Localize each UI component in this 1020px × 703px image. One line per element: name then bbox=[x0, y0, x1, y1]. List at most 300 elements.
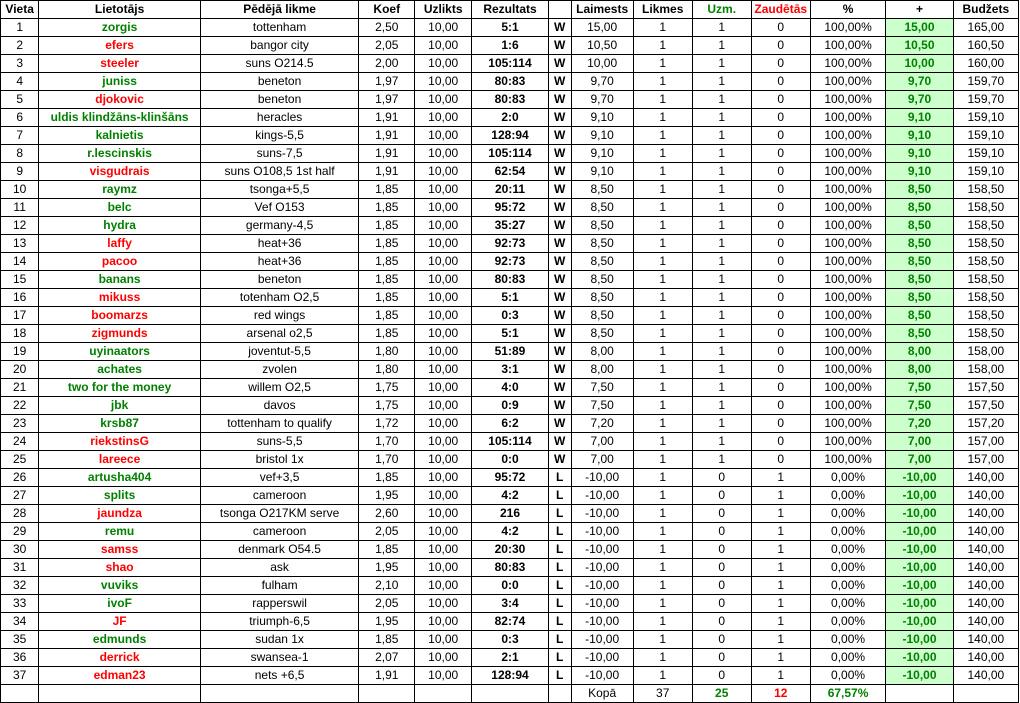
losses-cell: 0 bbox=[751, 73, 810, 91]
last-bet-cell: rapperswil bbox=[200, 595, 358, 613]
coef-cell: 2,10 bbox=[359, 577, 415, 595]
last-bet-cell: vef+3,5 bbox=[200, 469, 358, 487]
percent-cell: 100,00% bbox=[810, 109, 886, 127]
bets-cell: 1 bbox=[633, 253, 692, 271]
budget-cell: 159,70 bbox=[953, 91, 1018, 109]
plus-cell: 9,10 bbox=[886, 109, 953, 127]
bets-cell: 1 bbox=[633, 397, 692, 415]
table-row bbox=[1, 163, 1019, 181]
table-row bbox=[1, 505, 1019, 523]
last-bet-cell: heracles bbox=[200, 109, 358, 127]
bets-cell: 1 bbox=[633, 415, 692, 433]
result-cell: 80:83 bbox=[472, 91, 549, 109]
budget-cell: 158,50 bbox=[953, 271, 1018, 289]
plus-cell: -10,00 bbox=[886, 541, 953, 559]
winnings-cell: 10,50 bbox=[571, 37, 633, 55]
wins-cell: 0 bbox=[692, 487, 751, 505]
result-cell: 105:114 bbox=[472, 55, 549, 73]
outcome-cell: L bbox=[548, 505, 571, 523]
bets-cell: 1 bbox=[633, 361, 692, 379]
coef-cell: 1,91 bbox=[359, 127, 415, 145]
winnings-cell: 8,50 bbox=[571, 289, 633, 307]
winnings-cell: 8,50 bbox=[571, 199, 633, 217]
budget-cell: 158,50 bbox=[953, 253, 1018, 271]
percent-cell: 0,00% bbox=[810, 541, 886, 559]
losses-cell: 0 bbox=[751, 397, 810, 415]
result-cell: 95:72 bbox=[472, 199, 549, 217]
result-cell: 128:94 bbox=[472, 127, 549, 145]
stake-cell: 10,00 bbox=[415, 451, 472, 469]
last-bet-cell: cameroon bbox=[200, 523, 358, 541]
plus-cell: -10,00 bbox=[886, 487, 953, 505]
user-cell: achates bbox=[39, 361, 201, 379]
result-cell: 0:3 bbox=[472, 631, 549, 649]
user-cell: derrick bbox=[39, 649, 201, 667]
plus-cell: 7,50 bbox=[886, 397, 953, 415]
footer-empty bbox=[1, 685, 39, 703]
winnings-cell: -10,00 bbox=[571, 613, 633, 631]
rank-cell: 12 bbox=[1, 217, 39, 235]
wins-cell: 1 bbox=[692, 55, 751, 73]
last-bet-cell: kings-5,5 bbox=[200, 127, 358, 145]
percent-cell: 100,00% bbox=[810, 253, 886, 271]
user-cell: two for the money bbox=[39, 379, 201, 397]
rank-cell: 33 bbox=[1, 595, 39, 613]
outcome-cell: W bbox=[548, 271, 571, 289]
losses-cell: 1 bbox=[751, 595, 810, 613]
coef-cell: 1,85 bbox=[359, 469, 415, 487]
percent-cell: 100,00% bbox=[810, 361, 886, 379]
bets-cell: 1 bbox=[633, 325, 692, 343]
losses-cell: 0 bbox=[751, 289, 810, 307]
percent-cell: 100,00% bbox=[810, 37, 886, 55]
outcome-cell: W bbox=[548, 343, 571, 361]
losses-cell: 1 bbox=[751, 487, 810, 505]
outcome-cell: L bbox=[548, 487, 571, 505]
outcome-cell: L bbox=[548, 613, 571, 631]
plus-cell: 8,50 bbox=[886, 289, 953, 307]
winnings-cell: 7,00 bbox=[571, 433, 633, 451]
rank-cell: 36 bbox=[1, 649, 39, 667]
table-row bbox=[1, 73, 1019, 91]
winnings-cell: 7,50 bbox=[571, 379, 633, 397]
stake-cell: 10,00 bbox=[415, 271, 472, 289]
coef-cell: 1,85 bbox=[359, 307, 415, 325]
budget-cell: 159,10 bbox=[953, 109, 1018, 127]
coef-cell: 1,85 bbox=[359, 181, 415, 199]
winnings-cell: 8,50 bbox=[571, 325, 633, 343]
outcome-cell: W bbox=[548, 415, 571, 433]
budget-cell: 158,50 bbox=[953, 181, 1018, 199]
result-cell: 216 bbox=[472, 505, 549, 523]
user-cell: jbk bbox=[39, 397, 201, 415]
budget-cell: 160,50 bbox=[953, 37, 1018, 55]
wins-cell: 1 bbox=[692, 451, 751, 469]
plus-cell: 7,50 bbox=[886, 379, 953, 397]
plus-cell: 8,50 bbox=[886, 181, 953, 199]
stake-cell: 10,00 bbox=[415, 379, 472, 397]
winnings-cell: 9,10 bbox=[571, 109, 633, 127]
budget-cell: 157,00 bbox=[953, 451, 1018, 469]
outcome-cell: L bbox=[548, 469, 571, 487]
plus-cell: 8,50 bbox=[886, 307, 953, 325]
header-zaudetas: Zaudētās bbox=[751, 1, 810, 19]
percent-cell: 100,00% bbox=[810, 235, 886, 253]
footer-empty bbox=[886, 685, 953, 703]
wins-cell: 1 bbox=[692, 127, 751, 145]
bets-cell: 1 bbox=[633, 127, 692, 145]
outcome-cell: W bbox=[548, 451, 571, 469]
rank-cell: 29 bbox=[1, 523, 39, 541]
winnings-cell: -10,00 bbox=[571, 631, 633, 649]
header-plus: + bbox=[886, 1, 953, 19]
outcome-cell: W bbox=[548, 289, 571, 307]
stake-cell: 10,00 bbox=[415, 181, 472, 199]
user-cell: artusha404 bbox=[39, 469, 201, 487]
winnings-cell: 9,70 bbox=[571, 91, 633, 109]
table-row bbox=[1, 397, 1019, 415]
wins-cell: 0 bbox=[692, 559, 751, 577]
wins-cell: 1 bbox=[692, 289, 751, 307]
table-row bbox=[1, 307, 1019, 325]
bets-cell: 1 bbox=[633, 523, 692, 541]
last-bet-cell: zvolen bbox=[200, 361, 358, 379]
losses-cell: 1 bbox=[751, 649, 810, 667]
user-cell: hydra bbox=[39, 217, 201, 235]
percent-cell: 0,00% bbox=[810, 649, 886, 667]
percent-cell: 100,00% bbox=[810, 289, 886, 307]
wins-cell: 1 bbox=[692, 397, 751, 415]
outcome-cell: W bbox=[548, 217, 571, 235]
plus-cell: -10,00 bbox=[886, 667, 953, 685]
result-cell: 20:30 bbox=[472, 541, 549, 559]
budget-cell: 157,50 bbox=[953, 379, 1018, 397]
outcome-cell: W bbox=[548, 109, 571, 127]
user-cell: vuviks bbox=[39, 577, 201, 595]
wins-cell: 1 bbox=[692, 379, 751, 397]
percent-cell: 100,00% bbox=[810, 163, 886, 181]
percent-cell: 0,00% bbox=[810, 469, 886, 487]
header-wl bbox=[548, 1, 571, 19]
header-uzm: Uzm. bbox=[692, 1, 751, 19]
outcome-cell: W bbox=[548, 55, 571, 73]
user-cell: zorgis bbox=[39, 19, 201, 37]
percent-cell: 0,00% bbox=[810, 559, 886, 577]
budget-cell: 158,00 bbox=[953, 343, 1018, 361]
wins-cell: 1 bbox=[692, 181, 751, 199]
stake-cell: 10,00 bbox=[415, 631, 472, 649]
stake-cell: 10,00 bbox=[415, 649, 472, 667]
wins-cell: 1 bbox=[692, 433, 751, 451]
plus-cell: 10,00 bbox=[886, 55, 953, 73]
table-row bbox=[1, 577, 1019, 595]
rank-cell: 10 bbox=[1, 181, 39, 199]
rank-cell: 26 bbox=[1, 469, 39, 487]
wins-cell: 0 bbox=[692, 469, 751, 487]
table-row bbox=[1, 217, 1019, 235]
losses-cell: 0 bbox=[751, 307, 810, 325]
coef-cell: 1,85 bbox=[359, 289, 415, 307]
table-row bbox=[1, 667, 1019, 685]
table-row bbox=[1, 289, 1019, 307]
budget-cell: 140,00 bbox=[953, 505, 1018, 523]
bets-cell: 1 bbox=[633, 595, 692, 613]
result-cell: 4:2 bbox=[472, 487, 549, 505]
coef-cell: 1,97 bbox=[359, 73, 415, 91]
budget-cell: 140,00 bbox=[953, 667, 1018, 685]
percent-cell: 100,00% bbox=[810, 181, 886, 199]
coef-cell: 1,91 bbox=[359, 163, 415, 181]
budget-cell: 160,00 bbox=[953, 55, 1018, 73]
table-row bbox=[1, 469, 1019, 487]
winnings-cell: 7,50 bbox=[571, 397, 633, 415]
footer-percent-total: 67,57% bbox=[810, 685, 886, 703]
rank-cell: 37 bbox=[1, 667, 39, 685]
bets-cell: 1 bbox=[633, 217, 692, 235]
user-cell: djokovic bbox=[39, 91, 201, 109]
losses-cell: 0 bbox=[751, 181, 810, 199]
result-cell: 92:73 bbox=[472, 253, 549, 271]
budget-cell: 140,00 bbox=[953, 631, 1018, 649]
stake-cell: 10,00 bbox=[415, 487, 472, 505]
plus-cell: 9,10 bbox=[886, 127, 953, 145]
winnings-cell: 10,00 bbox=[571, 55, 633, 73]
winnings-cell: 8,50 bbox=[571, 253, 633, 271]
footer-empty bbox=[39, 685, 201, 703]
percent-cell: 100,00% bbox=[810, 451, 886, 469]
plus-cell: -10,00 bbox=[886, 577, 953, 595]
winnings-cell: -10,00 bbox=[571, 469, 633, 487]
rank-cell: 20 bbox=[1, 361, 39, 379]
footer-empty bbox=[415, 685, 472, 703]
result-cell: 92:73 bbox=[472, 235, 549, 253]
percent-cell: 100,00% bbox=[810, 217, 886, 235]
rank-cell: 18 bbox=[1, 325, 39, 343]
plus-cell: 10,50 bbox=[886, 37, 953, 55]
percent-cell: 100,00% bbox=[810, 73, 886, 91]
budget-cell: 140,00 bbox=[953, 523, 1018, 541]
table-row bbox=[1, 523, 1019, 541]
rank-cell: 7 bbox=[1, 127, 39, 145]
wins-cell: 1 bbox=[692, 163, 751, 181]
bets-cell: 1 bbox=[633, 469, 692, 487]
user-cell: boomarzs bbox=[39, 307, 201, 325]
rank-cell: 21 bbox=[1, 379, 39, 397]
bets-cell: 1 bbox=[633, 55, 692, 73]
stake-cell: 10,00 bbox=[415, 307, 472, 325]
coef-cell: 1,80 bbox=[359, 361, 415, 379]
result-cell: 6:2 bbox=[472, 415, 549, 433]
user-cell: lareece bbox=[39, 451, 201, 469]
bets-cell: 1 bbox=[633, 73, 692, 91]
losses-cell: 0 bbox=[751, 325, 810, 343]
coef-cell: 1,70 bbox=[359, 451, 415, 469]
winnings-cell: -10,00 bbox=[571, 577, 633, 595]
stake-cell: 10,00 bbox=[415, 541, 472, 559]
last-bet-cell: fulham bbox=[200, 577, 358, 595]
bets-cell: 1 bbox=[633, 145, 692, 163]
outcome-cell: W bbox=[548, 145, 571, 163]
footer-likmes-total: 37 bbox=[633, 685, 692, 703]
outcome-cell: W bbox=[548, 379, 571, 397]
header-budzets: Budžets bbox=[953, 1, 1018, 19]
user-cell: raymz bbox=[39, 181, 201, 199]
result-cell: 0:0 bbox=[472, 577, 549, 595]
stake-cell: 10,00 bbox=[415, 109, 472, 127]
percent-cell: 0,00% bbox=[810, 577, 886, 595]
bets-cell: 1 bbox=[633, 181, 692, 199]
last-bet-cell: beneton bbox=[200, 73, 358, 91]
rank-cell: 4 bbox=[1, 73, 39, 91]
budget-cell: 140,00 bbox=[953, 469, 1018, 487]
bets-cell: 1 bbox=[633, 199, 692, 217]
losses-cell: 0 bbox=[751, 379, 810, 397]
losses-cell: 1 bbox=[751, 523, 810, 541]
percent-cell: 100,00% bbox=[810, 19, 886, 37]
result-cell: 5:1 bbox=[472, 325, 549, 343]
budget-cell: 140,00 bbox=[953, 595, 1018, 613]
rank-cell: 3 bbox=[1, 55, 39, 73]
losses-cell: 1 bbox=[751, 469, 810, 487]
result-cell: 82:74 bbox=[472, 613, 549, 631]
last-bet-cell: tottenham to qualify bbox=[200, 415, 358, 433]
stake-cell: 10,00 bbox=[415, 523, 472, 541]
table-row bbox=[1, 127, 1019, 145]
stake-cell: 10,00 bbox=[415, 73, 472, 91]
footer-empty bbox=[359, 685, 415, 703]
last-bet-cell: heat+36 bbox=[200, 253, 358, 271]
rank-cell: 5 bbox=[1, 91, 39, 109]
winnings-cell: -10,00 bbox=[571, 523, 633, 541]
coef-cell: 2,05 bbox=[359, 37, 415, 55]
outcome-cell: W bbox=[548, 325, 571, 343]
result-cell: 3:4 bbox=[472, 595, 549, 613]
header-vieta: Vieta bbox=[1, 1, 39, 19]
percent-cell: 0,00% bbox=[810, 523, 886, 541]
coef-cell: 1,72 bbox=[359, 415, 415, 433]
stake-cell: 10,00 bbox=[415, 469, 472, 487]
footer-zaudetas-total: 12 bbox=[751, 685, 810, 703]
wins-cell: 1 bbox=[692, 91, 751, 109]
stake-cell: 10,00 bbox=[415, 415, 472, 433]
stake-cell: 10,00 bbox=[415, 37, 472, 55]
plus-cell: 7,20 bbox=[886, 415, 953, 433]
table-row bbox=[1, 235, 1019, 253]
outcome-cell: L bbox=[548, 649, 571, 667]
stake-cell: 10,00 bbox=[415, 505, 472, 523]
losses-cell: 0 bbox=[751, 361, 810, 379]
table-row bbox=[1, 91, 1019, 109]
losses-cell: 0 bbox=[751, 145, 810, 163]
percent-cell: 100,00% bbox=[810, 127, 886, 145]
outcome-cell: W bbox=[548, 91, 571, 109]
losses-cell: 0 bbox=[751, 343, 810, 361]
winnings-cell: 8,50 bbox=[571, 181, 633, 199]
table-row bbox=[1, 613, 1019, 631]
stake-cell: 10,00 bbox=[415, 217, 472, 235]
budget-cell: 159,70 bbox=[953, 73, 1018, 91]
percent-cell: 100,00% bbox=[810, 199, 886, 217]
last-bet-cell: davos bbox=[200, 397, 358, 415]
table-row bbox=[1, 271, 1019, 289]
rank-cell: 34 bbox=[1, 613, 39, 631]
user-cell: edmunds bbox=[39, 631, 201, 649]
outcome-cell: W bbox=[548, 181, 571, 199]
footer-empty bbox=[472, 685, 549, 703]
wins-cell: 1 bbox=[692, 253, 751, 271]
bets-cell: 1 bbox=[633, 109, 692, 127]
user-cell: uldis klindžāns-klinšāns bbox=[39, 109, 201, 127]
last-bet-cell: swansea-1 bbox=[200, 649, 358, 667]
stake-cell: 10,00 bbox=[415, 235, 472, 253]
header-laimests: Laimests bbox=[571, 1, 633, 19]
header-row bbox=[1, 1, 1019, 19]
stake-cell: 10,00 bbox=[415, 127, 472, 145]
last-bet-cell: cameroon bbox=[200, 487, 358, 505]
bets-cell: 1 bbox=[633, 667, 692, 685]
percent-cell: 0,00% bbox=[810, 667, 886, 685]
wins-cell: 1 bbox=[692, 199, 751, 217]
user-cell: edman23 bbox=[39, 667, 201, 685]
user-cell: mikuss bbox=[39, 289, 201, 307]
table-row bbox=[1, 361, 1019, 379]
rank-cell: 35 bbox=[1, 631, 39, 649]
percent-cell: 100,00% bbox=[810, 271, 886, 289]
winnings-cell: 8,50 bbox=[571, 307, 633, 325]
winnings-cell: 8,50 bbox=[571, 271, 633, 289]
winnings-cell: 9,70 bbox=[571, 73, 633, 91]
bets-cell: 1 bbox=[633, 649, 692, 667]
table-row bbox=[1, 649, 1019, 667]
plus-cell: -10,00 bbox=[886, 631, 953, 649]
result-cell: 80:83 bbox=[472, 559, 549, 577]
coef-cell: 1,85 bbox=[359, 631, 415, 649]
percent-cell: 100,00% bbox=[810, 379, 886, 397]
last-bet-cell: beneton bbox=[200, 271, 358, 289]
bets-cell: 1 bbox=[633, 235, 692, 253]
last-bet-cell: triumph-6,5 bbox=[200, 613, 358, 631]
winnings-cell: 9,10 bbox=[571, 145, 633, 163]
winnings-cell: -10,00 bbox=[571, 541, 633, 559]
losses-cell: 1 bbox=[751, 631, 810, 649]
stake-cell: 10,00 bbox=[415, 163, 472, 181]
plus-cell: 8,50 bbox=[886, 253, 953, 271]
losses-cell: 0 bbox=[751, 37, 810, 55]
user-cell: visgudrais bbox=[39, 163, 201, 181]
plus-cell: -10,00 bbox=[886, 523, 953, 541]
user-cell: kalnietis bbox=[39, 127, 201, 145]
stake-cell: 10,00 bbox=[415, 613, 472, 631]
bets-cell: 1 bbox=[633, 451, 692, 469]
losses-cell: 0 bbox=[751, 163, 810, 181]
user-cell: steeler bbox=[39, 55, 201, 73]
user-cell: JF bbox=[39, 613, 201, 631]
user-cell: shao bbox=[39, 559, 201, 577]
outcome-cell: W bbox=[548, 361, 571, 379]
coef-cell: 1,85 bbox=[359, 541, 415, 559]
plus-cell: 7,00 bbox=[886, 433, 953, 451]
header-likmes: Likmes bbox=[633, 1, 692, 19]
result-cell: 2:1 bbox=[472, 649, 549, 667]
winnings-cell: 15,00 bbox=[571, 19, 633, 37]
percent-cell: 0,00% bbox=[810, 595, 886, 613]
wins-cell: 1 bbox=[692, 73, 751, 91]
coef-cell: 2,05 bbox=[359, 595, 415, 613]
budget-cell: 159,10 bbox=[953, 145, 1018, 163]
winnings-cell: 7,00 bbox=[571, 451, 633, 469]
plus-cell: 8,50 bbox=[886, 271, 953, 289]
stake-cell: 10,00 bbox=[415, 397, 472, 415]
